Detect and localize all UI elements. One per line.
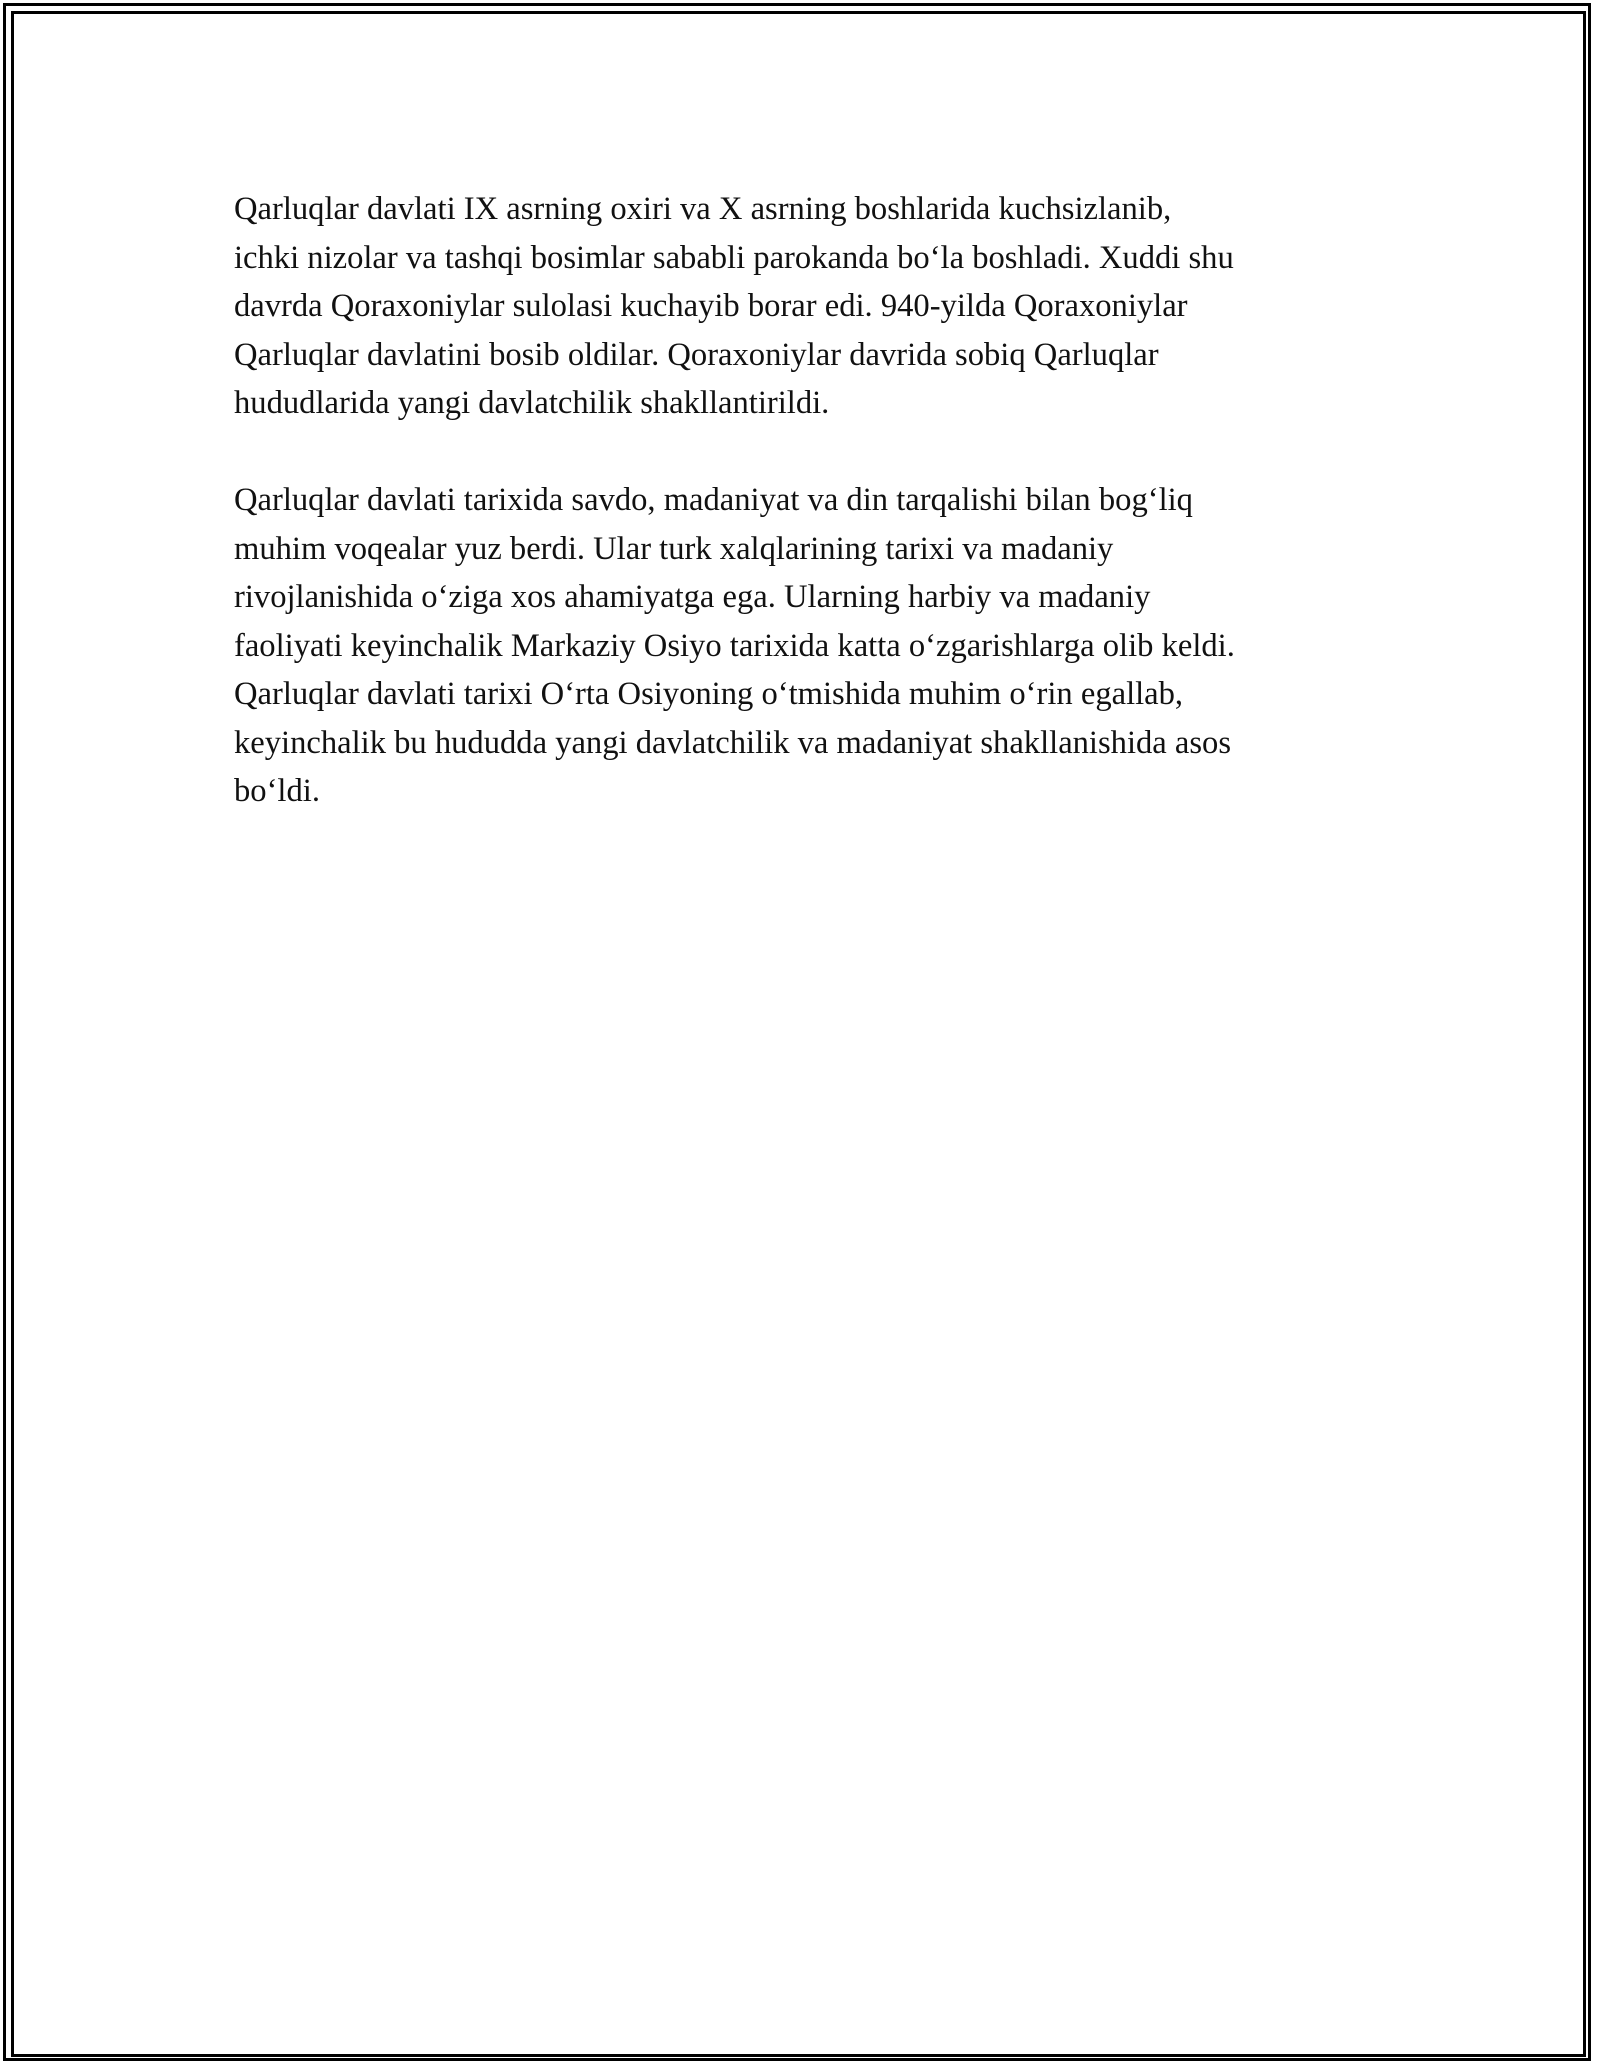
paragraph-line: hududlarida yangi davlatchilik shakllantirildi.	[234, 385, 830, 421]
paragraph-line: Qarluqlar davlati tarixi O‘rta Osiyoning o‘tmishida muhim o‘rin egallab,	[234, 676, 1184, 712]
paragraph-line: faoliyati keyinchalik Markaziy Osiyo tarixida katta o‘zgarishlarga olib keldi.	[234, 627, 1235, 664]
paragraph-line: bo‘ldi.	[234, 773, 320, 809]
paragraph-line: muhim voqealar yuz berdi. Ular turk xalqlarining tarixi va madaniy	[234, 530, 1114, 567]
paragraph-line: keyinchalik bu hududda yangi davlatchilik va madaniyat shakllanishida asos	[234, 724, 1232, 761]
paragraph-line: ichki nizolar va tashqi bosimlar sababli parokanda bo‘la boshladi. Xuddi shu	[234, 239, 1234, 276]
paragraph-2	[234, 476, 1374, 816]
paragraph-line: rivojlanishida o‘ziga xos ahamiyatga ega. Ularning harbiy va madaniy	[234, 579, 1151, 615]
paragraph-1	[234, 185, 1374, 428]
paragraph-line: Qarluqlar davlati IX asrning oxiri va X asrning boshlarida kuchsizlanib,	[234, 191, 1172, 227]
paragraph-line: Qarluqlar davlatini bosib oldilar. Qoraxoniylar davrida sobiq Qarluqlar	[234, 336, 1159, 373]
paragraph-line: Qarluqlar davlati tarixida savdo, madaniyat va din tarqalishi bilan bog‘liq	[234, 482, 1193, 518]
paragraph-line: davrda Qoraxoniylar sulolasi kuchayib borar edi. 940-yilda Qoraxoniylar	[234, 288, 1188, 324]
document-body	[234, 185, 1374, 864]
